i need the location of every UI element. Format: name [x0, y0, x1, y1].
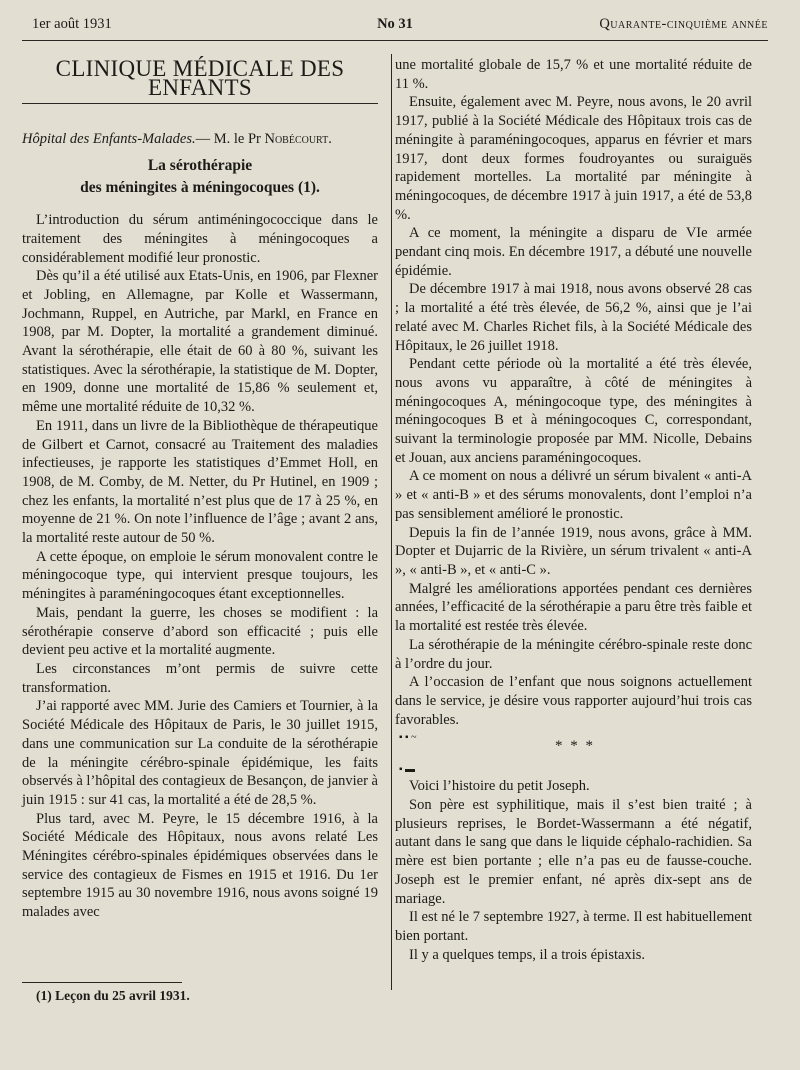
- issue-number: No 31: [377, 16, 413, 32]
- left-column: [22, 56, 378, 922]
- footnote-rule: [22, 982, 182, 983]
- paragraph: Les circonstances m’ont permis de suivre cette transformation.: [22, 660, 378, 696]
- paragraph: A l’occasion de l’enfant que nous soignons actuellement dans le service, je désire vous rapporter aujourd’hui trois cas favorables.: [395, 674, 752, 728]
- paragraph: Il y a quelques temps, il a trois épistaxis.: [409, 946, 645, 963]
- article-title-line2: des méningites à méningocoques (1).: [80, 179, 320, 197]
- paragraph: La sérothérapie de la méningite cérébro-spinale reste donc à l’ordre du jour.: [395, 636, 752, 672]
- footnote: (1) Leçon du 25 avril 1931.: [36, 988, 190, 1003]
- paragraph: A ce moment on nous a délivré un sérum bivalent « anti-A » et « anti-B » et des sérums monovalents, dont l’emploi n’a pas sensiblement amélioré le pronostic.: [395, 468, 752, 522]
- paragraph: A cette époque, on emploie le sérum monovalent contre le méningocoque type, qui intervient presque toujours, les méningites à paraméningocoques étant exceptionnelles.: [22, 548, 378, 603]
- hospital-name: Hôpital des Enfants-Malades.: [22, 131, 196, 148]
- paragraph: Pendant cette période où la mortalité a été très élevée, nous avons vu apparaître, à côté de méningites à méningocoques A, méningocoque type, des méningites à méningocoques B et à méningocoques C, correspondant, suivant la terminologie proposée par MM. Nicolle, Debains et Jouan, aux anciens paraméningocoques.: [395, 356, 752, 466]
- header-rule: [22, 40, 768, 41]
- paragraph: De décembre 1917 à mai 1918, nous avons observé 28 cas ; la mortalité a été très élevée, de 56,2 %, ainsi que je l’ai relaté avec M. Charles Richet fils, à la Société Médicale des Hôpitaux, le 26 juillet 1918.: [395, 281, 752, 354]
- paragraph: Malgré les améliorations apportées pendant ces dernières années, l’efficacité de la sérothérapie a paru être très faible et la mortalité est restée très élevée.: [395, 580, 752, 635]
- paragraph: Voici l’histoire du petit Joseph.: [409, 778, 590, 795]
- ornament-mark: ▪ ▪ ~: [399, 732, 417, 744]
- paragraph: J’ai rapporté avec MM. Jurie des Camiers et Tournier, à la Société Médicale des Hôpitaux de Paris, le 30 juillet 1915, dans une communication sur La conduite de la sérothérapie de la méningite cérébro-spinale épidémique, les faits observés à l’hôpital des contagieux de Besançon, de janvier à juin 1915 : sur 41 cas, la mortalité a été de 28,5 %.: [22, 698, 378, 808]
- running-header: [22, 14, 768, 40]
- paragraph: Dès qu’il a été utilisé aux Etats-Unis, en 1906, par Flexner et Jobling, en Allemagne, par Kolle et Wassermann, Jochmann, Ruppel, en Autriche, par Markl, en France en 1908, par M. Dopter, la mortalité a grandement diminué. Avant la sérothérapie, elle était de 60 à 80 %, suivant les statistiques. Avec la sérothérapie, la statistique de M. Dopter, en 1909, donne une mortalité de 15,86 % seulement et, même une mortalité réduite de 10,32 %.: [22, 268, 378, 416]
- paragraph: Ensuite, également avec M. Peyre, nous avons, le 20 avril 1917, publié à la Société Médicale des Hôpitaux trois cas de méningite à paraméningocoques, apparus en février et mars 1917, dont deux formes foudroyantes ou suraiguës rapidement mortelles. La mortalité par méningite à méningocoques, de décembre 1917 à juin 1917, a été de 53,8 %.: [395, 94, 752, 223]
- ornament-mark: ▪ ▬: [399, 764, 416, 776]
- paragraph: A ce moment, la méningite a disparu de VIe armée pendant cinq mois. En décembre 1917, a débuté une nouvelle épidémie.: [395, 225, 752, 279]
- issue-date: 1er août 1931: [32, 16, 112, 32]
- right-column: [395, 56, 752, 964]
- paragraph: Mais, pendant la guerre, les choses se modifient : la sérothérapie conserve d’abord son efficacité ; puis elle devient peu active et la mortalité augmente.: [22, 604, 378, 659]
- paragraph: Son père est syphilitique, mais il s’est bien traité ; à plusieurs reprises, le Bordet-Wassermann a été négatif, autant dans le sang que dans le liquide céphalo-rachidien. Sa mère est bien portante ; elle n’a pas eu de fausse-couche. Joseph est le premier enfant, né après dix-sept ans de mariage.: [395, 797, 752, 907]
- paragraph: Depuis la fin de l’année 1919, nous avons, grâce à MM. Dopter et Dujarric de la Rivière, un sérum trivalent « anti-A », « anti-B », et « anti-C ».: [395, 524, 752, 578]
- column-divider: [391, 54, 392, 990]
- author-prefix: — M. le Pr: [195, 131, 265, 148]
- paragraph: Plus tard, avec M. Peyre, le 15 décembre 1916, à la Société Médicale des Hôpitaux, nous avons relaté Les Méningites cérébro-spinales épidémiques observées dans le service des contagieux de Fismes en 1915 et 1916. Du 1er septembre 1915 au 30 novembre 1916, nous avons soigné 19 malades avec: [22, 810, 378, 921]
- article-title: [22, 155, 378, 199]
- volume-year: Quarante-cinquième année: [599, 16, 768, 32]
- asterism: * * *: [555, 738, 595, 755]
- paragraph: Il est né le 7 septembre 1927, à terme. Il est habituellement bien portant.: [395, 909, 752, 944]
- author-name: Nobécourt.: [264, 131, 332, 148]
- section-title: CLINIQUE MÉDICALE DES ENFANTS: [22, 60, 378, 104]
- hospital-byline: [22, 130, 378, 149]
- section-break: [395, 729, 752, 777]
- paragraph: L’introduction du sérum antiméningococcique dans le traitement des méningites à méningocoques a considérablement modifié leur pronostic.: [22, 212, 378, 266]
- article-title-line1: La sérothérapie: [147, 157, 253, 175]
- paragraph: En 1911, dans un livre de la Bibliothèque de thérapeutique de Gilbert et Carnot, consacré au Traitement des maladies infectieuses, je rapporte les statistiques d’Emmet Holl, en 1908, de M. Comby, de M. Netter, du Pr Hutinel, en 1909 ; chez les enfants, la mortalité n’est plus que de 17 à 25 %, en moyenne de 21 %. On note l’influence de l’âge ; avant 2 ans, la mortalité reste autour de 50 %.: [22, 417, 378, 547]
- paragraph: une mortalité globale de 15,7 % et une mortalité réduite de 11 %.: [395, 57, 752, 92]
